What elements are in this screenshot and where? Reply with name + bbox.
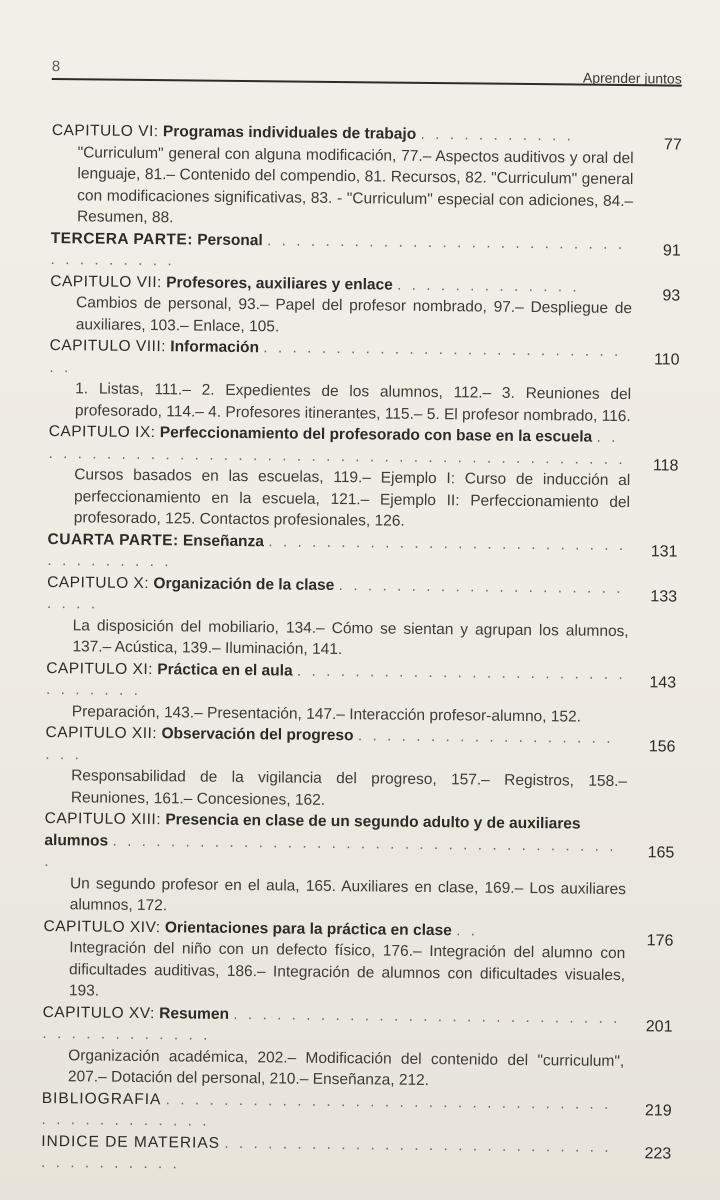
- entry-page: 223: [644, 1144, 672, 1163]
- toc-entry-capitulo-xv: [42, 1001, 673, 1094]
- entry-description: Preparación, 143.– Presentación, 147.– Interacción profesor-alumno, 152.: [71, 702, 582, 726]
- leader-dots: . .: [456, 921, 479, 940]
- entry-description: Organización académica, 202.– Modificación del contenido del "curriculum", 207.– Dotación del personal, 210.– Enseñanza, 212.: [67, 1046, 625, 1090]
- toc-entry-indice-de-materias: [41, 1130, 671, 1180]
- entry-page: 118: [652, 457, 679, 475]
- entry-label: CAPITULO XII:: [45, 723, 158, 743]
- entry-title: Práctica en el aula: [157, 660, 293, 680]
- toc-entry-capitulo-ix: [48, 421, 679, 535]
- leader-dots: . . . . . . . . . . . . .: [397, 276, 580, 296]
- entry-label: CAPITULO XV:: [42, 1003, 155, 1022]
- toc-entry-heading: [41, 1130, 671, 1180]
- entry-title: Información: [170, 338, 260, 357]
- entry-label: CAPITULO XIII:: [44, 809, 162, 829]
- entry-title: Presencia en clase de un segundo adulto y de auxiliares alumnos: [44, 811, 581, 850]
- leader-dots: . . . . . . . . . . . . . . . . . . . . . . . . . . . . . . . . . . . . . . . . . . .: [41, 1090, 612, 1130]
- entry-description: La disposición del mobiliario, 134.– Cómo se sientan y agrupan los alumnos, 137.– Acústica, 139.– Iluminación, 141.: [72, 616, 629, 659]
- entry-title: Organización de la clase: [153, 574, 335, 594]
- page-header: [52, 52, 682, 89]
- leader-dots: . . . . . . . . . . . . . . . . . . . . . . . . . . . . . . . . . . . . . . . . . .: [48, 428, 626, 468]
- leader-dots: . . . . . . . . . . . . . . . . . . . . . . . . . . . . . . . . . .: [50, 231, 626, 270]
- entry-label: BIBLIOGRAFIA: [41, 1089, 162, 1108]
- entry-description: "Curriculum" general con alguna modificación, 77.– Aspectos auditivos y oral del lenguaje, 81.– Contenido del compendio, 81. Recursos, 82. "Curriculum" general con modificaciones significativas, 83. - "Curriculum" especial con adiciones, 84.– Resumen, 88.: [76, 143, 634, 227]
- entry-page: 143: [649, 673, 677, 692]
- entry-title: Perfeccionamiento del profesorado con base en la escuela: [159, 424, 593, 446]
- leader-dots: . . . . . . . . . . . . . . . . . . . . . . . . . . . . . . . . . .: [47, 532, 627, 571]
- toc-entry-capitulo-x: [46, 571, 677, 664]
- entry-title: Personal: [197, 231, 263, 249]
- entry-description: 1. Listas, 111.– 2. Expedientes de los alumnos, 112.– 3. Reuniones del profesorado, 114.– 4. Profesores itinerantes, 115.– 5. El profesor nombrado, 116.: [74, 380, 632, 425]
- entry-label: TERCERA PARTE:: [50, 229, 194, 248]
- toc-entry-heading: [47, 528, 677, 578]
- leader-dots: . . . . . . . . . . . . . . . . . . . . . . . . . . . . . . . . . . . . . . .: [42, 1005, 621, 1044]
- entry-page: 91: [662, 241, 681, 260]
- entry-description: Integración del niño con un defecto físico, 176.– Integración del alumno con dificultades auditivas, 186.– Integración de alumnos con dificultades visuales, 193.: [68, 939, 626, 1000]
- toc-entry-capitulo-xii: [45, 722, 676, 815]
- entry-page: 201: [645, 1017, 673, 1036]
- table-of-contents: [41, 120, 682, 1180]
- entry-title: Profesores, auxiliares y enlace: [166, 273, 393, 294]
- entry-label: CAPITULO XI:: [46, 659, 154, 678]
- toc-entry-capitulo-xiv: [43, 915, 674, 1008]
- toc-entry-heading: [49, 335, 679, 385]
- entry-page: 110: [653, 351, 680, 369]
- toc-entry-capitulo-viii: [49, 335, 680, 428]
- entry-page: 133: [650, 587, 678, 606]
- leader-dots: . . . . . . . . . . . . . . . . . . . . .: [45, 727, 614, 763]
- toc-entry-capitulo-xiii: [44, 808, 675, 922]
- entry-page: 77: [663, 136, 682, 154]
- entry-label: CAPITULO IX:: [48, 422, 156, 442]
- entry-label: CUARTA PARTE:: [47, 530, 179, 549]
- entry-page: 219: [644, 1101, 672, 1120]
- entry-label: CAPITULO VI:: [51, 121, 159, 141]
- toc-entry-capitulo-vii: [50, 270, 681, 341]
- entry-title: Resumen: [159, 1004, 230, 1023]
- entry-description: Un segundo profesor en el aula, 165. Auxiliares en clase, 169.– Los auxiliares alumnos, 172.: [69, 874, 627, 915]
- leader-dots: . . . . . . . . . . . . . . . . . . . . . . . . . . . . . . . . . . . .: [44, 832, 617, 871]
- leader-dots: . . . . . . . . . . . . . . . . . . . . . . . .: [46, 576, 624, 613]
- entry-title: Orientaciones para la práctica en clase: [164, 918, 452, 939]
- toc-entry-capitulo-vi: [51, 120, 682, 234]
- entry-page: 131: [650, 542, 678, 561]
- toc-entry-heading: [42, 1001, 672, 1051]
- toc-entry-tercera-parte: [50, 227, 680, 277]
- entry-label: CAPITULO VIII:: [49, 336, 167, 356]
- page-number: 8: [51, 57, 61, 76]
- entry-page: 165: [647, 844, 675, 862]
- running-head: Aprender juntos: [582, 69, 682, 87]
- leader-dots: . . . . . . . . . . . . . . . . . . . . . . . . . . . . . . . . . . . . .: [40, 1134, 612, 1173]
- leader-dots: . . . . . . . . . . . . . . . . . . . . . . . . . . .: [49, 339, 622, 376]
- toc-entry-heading: [50, 227, 680, 277]
- entry-label: CAPITULO XIV:: [43, 917, 161, 936]
- toc-entry-heading: [41, 1087, 671, 1137]
- leader-dots: . . . . . . . . . . . . . . . . . . . . . . . . . . . . . .: [45, 662, 626, 699]
- entry-label: CAPITULO X:: [47, 573, 150, 592]
- entry-page: 156: [648, 738, 676, 756]
- toc-entry-heading: [47, 571, 677, 621]
- entry-page: 176: [646, 931, 674, 950]
- entry-label: INDICE DE MATERIAS: [41, 1132, 221, 1152]
- entry-title: Enseñanza: [182, 531, 265, 550]
- entry-title: Programas individuales de trabajo: [162, 123, 417, 143]
- entry-description: Cambios de personal, 93.– Papel del profesor nombrado, 97.– Despliegue de auxiliares, 103.– Enlace, 105.: [75, 294, 633, 335]
- toc-entry-heading: [48, 421, 679, 475]
- toc-entry-heading: [44, 808, 675, 879]
- entry-label: CAPITULO VII:: [50, 272, 162, 291]
- toc-entry-heading: [46, 657, 676, 707]
- toc-entry-capitulo-xi: [46, 657, 677, 728]
- toc-entry-heading: [45, 722, 675, 772]
- entry-title: Observación del progreso: [161, 725, 354, 745]
- toc-entry-cuarta-parte: [47, 528, 677, 578]
- toc-entry-bibliografia: [41, 1087, 671, 1137]
- entry-description: Cursos basados en las escuelas, 119.– Ejemplo I: Curso de inducción al perfeccionamiento en la escuela, 121.– Ejemplo II: Perfeccionamiento del profesorado, 125. Contactos profesionales, 126.: [73, 466, 631, 530]
- entry-description: Responsabilidad de la vigilancia del progreso, 157.– Registros, 158.– Reuniones, 161.– Concesiones, 162.: [70, 767, 628, 809]
- leader-dots: . . . . . . . . . . .: [420, 125, 575, 145]
- entry-page: 93: [662, 286, 681, 305]
